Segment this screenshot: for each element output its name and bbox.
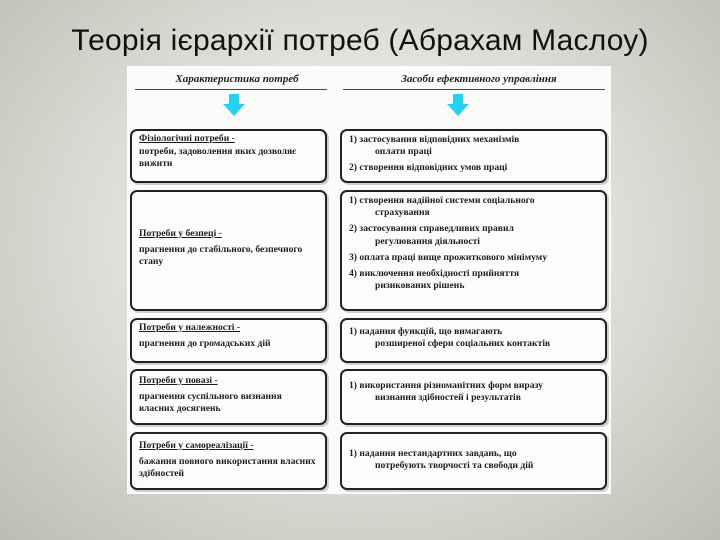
need-box-physiological	[130, 129, 327, 183]
means-box-self-actualization	[340, 432, 607, 490]
need-box-safety	[130, 190, 327, 311]
means-item	[349, 448, 599, 472]
need-description: потреби, задоволення яких дозволяє вижити	[139, 146, 297, 170]
need-description: прагнення до стабільного, безпечного стану	[139, 244, 303, 268]
means-line: 2) застосування справедливих правил	[349, 223, 514, 235]
need-name: Фізіологічні потреби -	[139, 133, 235, 144]
means-item	[349, 134, 599, 158]
means-box-belonging	[340, 318, 607, 363]
need-name: Потреби у повазі -	[139, 375, 218, 386]
means-line: 1) надання нестандартних завдань, що	[349, 448, 517, 459]
need-name: Потреби у безпеці -	[139, 228, 222, 239]
need-description: прагнення суспільного визнання власних досягнень	[139, 391, 282, 415]
means-line: 1) створення надійної системи соціального	[349, 195, 535, 206]
means-line: оплати праці	[375, 146, 432, 158]
means-item	[349, 162, 599, 174]
means-item	[349, 223, 599, 247]
scanned-diagram	[127, 66, 611, 494]
means-line: ризикованих рішень	[375, 280, 465, 292]
column-header-means: Засоби ефективного управління	[401, 73, 557, 85]
need-name: Потреби у самореалізації -	[139, 440, 254, 451]
means-line: 4) виключення необхідності прийняття	[349, 268, 520, 280]
means-item	[349, 380, 599, 404]
means-line: 1) використання різноманітних форм виразу	[349, 380, 543, 391]
means-line: розширеної сфери соціальних контактів	[375, 338, 551, 350]
means-line: 2) створення відповідних умов праці	[349, 162, 508, 174]
means-item	[349, 326, 599, 350]
means-line: регулювання діяльності	[375, 235, 480, 247]
need-description: прагнення до громадських дій	[139, 338, 271, 350]
means-item	[349, 252, 599, 264]
means-item	[349, 195, 599, 219]
means-box-safety	[340, 190, 607, 311]
need-box-belonging	[130, 318, 327, 363]
means-line: визнання здібностей і результатів	[375, 392, 521, 404]
arrow-down-icon	[223, 94, 245, 116]
need-box-self-actualization	[130, 432, 327, 490]
means-line: 1) застосування відповідних механізмів	[349, 134, 520, 145]
means-line: потребують творчості та свободи дій	[375, 460, 534, 472]
means-box-physiological	[340, 129, 607, 183]
need-name: Потреби у належності -	[139, 322, 241, 333]
means-box-esteem	[340, 369, 607, 425]
means-line: 3) оплата праці вище прожиткового мінімуму	[349, 251, 548, 263]
slide-title: Теорія ієрархії потреб (Абрахам Маслоу)	[71, 24, 649, 57]
arrow-down-icon	[447, 94, 469, 116]
means-item	[349, 268, 599, 292]
need-box-esteem	[130, 369, 327, 425]
header-rule-right	[343, 89, 605, 90]
means-line: страхування	[375, 207, 430, 219]
header-rule-left	[135, 89, 327, 90]
means-line: 1) надання функцій, що вимагають	[349, 326, 503, 337]
need-description: бажання повного використання власних здібностей	[139, 456, 316, 480]
column-header-needs: Характеристика потреб	[175, 73, 299, 85]
